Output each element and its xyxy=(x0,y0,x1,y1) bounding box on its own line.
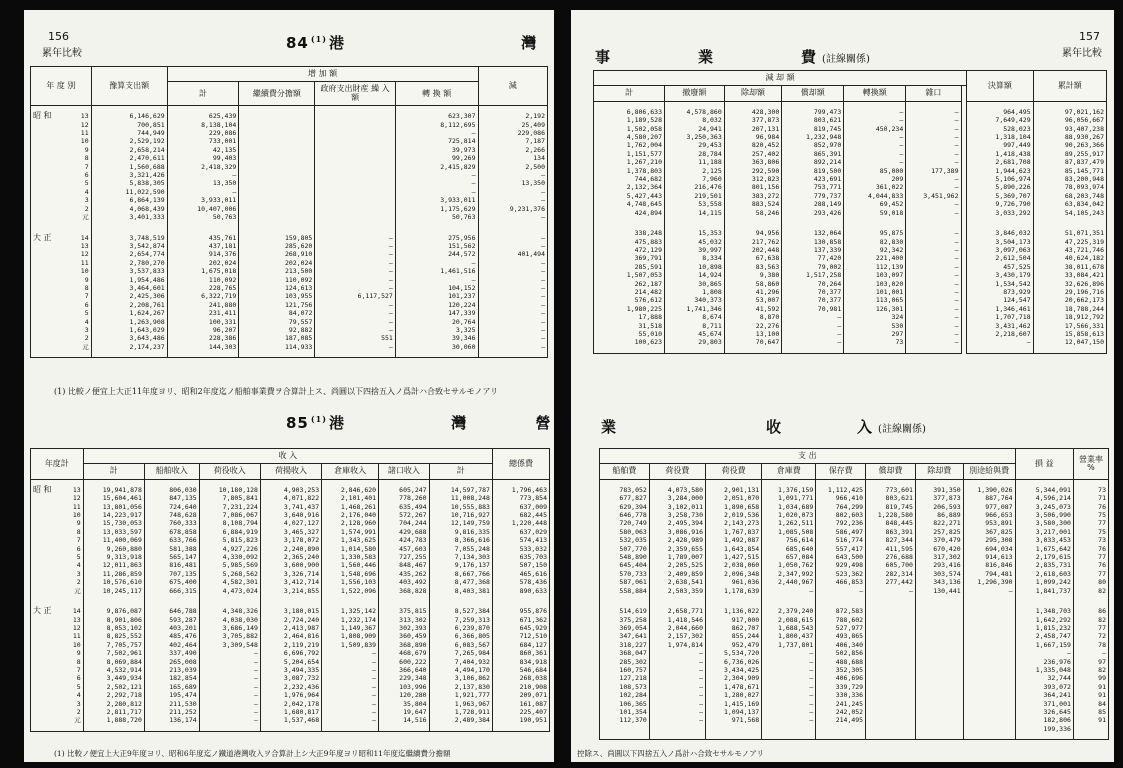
handling-values: 4,903,253 4,071,822 3,741,437 3,640,916 4,027,127 3,465,327 3,178,072 2,240,890 2,365,240 3,600,900 3,326,714 3,412,714 3,214,855 xyxy=(260,479,321,601)
cargo-values: 2,658,771 1,418,546 2,044,660 2,157,302 1,974,814 — — — — — — — — — xyxy=(649,601,705,740)
warehouse-values: 1,376,159 1,091,771 1,034,689 1,020,073 1,262,511 1,085,508 756,614 685,640 657,084 1,050,762 2,347,992 2,440,967 — xyxy=(762,479,816,601)
col-keep: 保存費 xyxy=(816,464,866,479)
carry-values: 159,805 285,620 268,910 202,024 213,500 110,092 124,613 103,955 121,756 84,072 79,557 92,882 187,085 114,933 xyxy=(239,228,315,358)
table-84 xyxy=(30,66,548,358)
col-settle: 決算額 xyxy=(967,71,1034,102)
col-year: 年 度 別 xyxy=(31,67,92,106)
warehouse-values: 2,379,240 2,088,615 1,688,543 1,800,437 1,737,801 — — — — — — — — — xyxy=(762,601,816,740)
col-decrease: 減 xyxy=(478,67,548,106)
rate-values: 73 71 76 75 77 75 73 76 77 76 77 80 82 xyxy=(1073,479,1108,601)
col-rate: 營業率 % xyxy=(1073,449,1108,480)
keep-values: 1,112,425 966,410 764,299 802,603 792,236 586,497 516,774 557,417 643,500 929,498 523,362 466,853 — xyxy=(816,479,866,601)
col-govt: 政府支出財産 繰 入 額 xyxy=(315,82,395,106)
col-handling: 荷揚收入 xyxy=(260,464,321,479)
handling-values: 1,136,022 917,000 862,707 855,244 952,479 5,534,720 6,736,026 3,434,425 2,304,909 1,478,671 1,280,027 1,415,169 1,094,137 971,568 xyxy=(706,601,762,740)
col-remove: 除却額 xyxy=(724,86,782,101)
table-85-footnote: (1) 比較ノ便宜上大正9年度ヨリ、昭和6年度迄ノ鐵道港灣收入ヲ合算計上シ大正9年度ヨリ昭和11年度迄繼續費分擔額 xyxy=(54,749,451,758)
govt-values: — — — — — — — 6,117,527 — — — — 551 — xyxy=(315,228,395,358)
col-total: 計 xyxy=(83,464,144,479)
col-warehouse: 倉庫費 xyxy=(762,464,816,479)
left-page xyxy=(24,10,554,762)
cum-values: 51,071,351 47,225,319 43,721,746 40,624,182 38,011,678 33,084,421 32,626,896 29,196,716 20,662,173 18,788,244 18,912,792 17,566,331 15,858,613 12,047,150 xyxy=(1033,223,1106,353)
col-income: 收 入 xyxy=(83,449,492,464)
handling-values: 3,180,015 2,724,240 2,413,987 2,464,816 2,119,219 6,696,792 5,204,654 3,494,335 3,087,732 2,232,436 1,976,964 2,042,178 1,680,817 1,537,468 xyxy=(260,601,321,731)
repay-values: 132,064 130,858 137,339 77,420 79,002 1,517,258 70,264 70,377 70,377 70,981 — — — — xyxy=(782,223,844,353)
carry-values xyxy=(239,106,315,228)
total-values: 625,439 8,138,104 229,086 733,001 42,135 99,403 2,418,329 — 13,350 — 3,933,011 10,407,006 50,763 xyxy=(167,106,239,228)
total-values: 435,761 437,181 914,376 202,024 1,675,018 110,092 228,765 6,322,719 241,880 231,411 100,331 96,207 228,386 144,303 xyxy=(167,228,239,358)
misc-values: 605,247 778,260 635,494 572,267 704,244 429,688 424,783 457,603 727,255 848,467 435,262 403,492 368,828 xyxy=(379,479,430,601)
col-transfer: 轉換額 xyxy=(844,86,906,101)
remove-values xyxy=(915,601,963,740)
col-reduce: 減 却 額 xyxy=(594,71,967,86)
col-handling: 荷役費 xyxy=(706,464,762,479)
year-cell: 大 正 14 13 12 11 10 9 8 7 6 5 4 3 2 元 xyxy=(31,601,84,731)
cargo-values: 10,180,128 7,805,841 7,231,224 7,086,067 8,108,794 6,884,919 5,815,823 4,927,226 4,330,092 5,985,569 5,268,562 4,582,301 4,473,024 xyxy=(199,479,260,601)
budget-values: 3,748,519 3,542,874 2,654,774 2,780,270 3,537,833 1,954,486 3,464,601 2,425,306 2,208,761 1,624,267 1,263,908 1,643,029 3,643,486 2,174,237 xyxy=(91,228,167,358)
budget-values: 6,146,629 700,851 744,949 2,529,192 2,658,214 2,470,611 1,560,688 3,321,426 5,838,305 11,022,590 6,864,139 4,068,439 3,401,333 xyxy=(91,106,167,228)
year-cell: 昭 和 13 12 11 10 9 8 7 6 5 4 3 2 元 xyxy=(31,106,92,228)
table-85 xyxy=(30,448,550,732)
col-cum: 累計額 xyxy=(1033,71,1106,102)
settle-values: 3,846,032 3,504,173 3,097,063 2,612,504 457,525 3,430,179 1,534,542 873,929 124,547 1,346,461 1,707,718 3,431,462 2,218,607 — xyxy=(967,223,1034,353)
table-right-top-title: 事 業 費 (註線關係) xyxy=(595,48,870,66)
transfer-values: — — 450,234 — — — — 85,000 209 361,022 4,044,833 69,452 59,018 xyxy=(844,101,906,223)
table-right-bottom xyxy=(599,448,1109,740)
col-total: 計 xyxy=(594,86,665,101)
col-transfer: 轉 換 額 xyxy=(395,82,478,106)
special-values: 1,390,026 887,764 977,087 966,653 953,891 367,825 295,308 694,034 914,613 816,846 794,481 1,296,390 — xyxy=(963,479,1015,601)
settle-values: 964,495 7,649,429 528,023 1,318,104 997,449 1,418,438 2,681,708 1,944,623 5,106,974 5,890,226 5,369,707 9,726,790 3,033,292 xyxy=(967,101,1034,223)
table-right-bottom-block-2 xyxy=(600,601,1109,740)
pl-values: 5,344,091 4,596,214 3,245,073 3,506,990 3,580,300 3,217,001 3,033,453 1,675,642 2,179,615 2,835,731 2,618,603 1,099,242 1,841,737 xyxy=(1015,479,1073,601)
total2-values: 8,527,384 7,259,313 6,239,870 6,366,805 6,083,567 7,265,984 7,404,932 4,494,170 3,106,862 2,137,830 1,921,777 1,963,967 1,728,911 2,489,384 xyxy=(429,601,492,731)
col-expense: 支 出 xyxy=(600,449,1016,464)
page-gutter xyxy=(556,10,569,762)
repay-values: 799,473 803,621 819,745 1,232,948 852,970 865,391 892,214 819,500 423,691 753,771 779,737 288,149 293,426 xyxy=(782,101,844,223)
repay-values: 773,601 803,621 819,745 1,228,580 848,445 863,391 827,344 411,595 276,688 605,700 282,314 277,442 — xyxy=(866,479,916,601)
pl-values: 1,348,703 1,642,292 1,815,232 2,458,747 1,667,159 — 236,976 1,335,048 32,744 393,072 364,241 371,001 326,645 182,806 199,336 xyxy=(1015,601,1073,740)
col-total2: 計 xyxy=(429,464,492,479)
warehouse-values: 1,325,142 1,232,174 1,149,367 1,808,909 1,509,839 — — — — — — — — — xyxy=(322,601,379,731)
col-misc: 諸口收入 xyxy=(379,464,430,479)
ship-values: 806,030 847,135 724,640 748,628 760,333 678,858 633,766 581,388 565,147 816,481 707,135 675,400 666,315 xyxy=(144,479,199,601)
table-84-title: 84 $^{(1)}$ 港 灣 xyxy=(286,34,538,52)
table-right-bottom-block-1 xyxy=(600,479,1109,601)
col-remove: 除却費 xyxy=(915,464,963,479)
other-values: — — 401,494 — — — — — — — — — — — xyxy=(478,228,548,358)
keep-values: 872,583 788,602 527,977 493,865 406,340 502,856 488,688 352,305 406,696 339,729 330,336 241,245 242,052 214,495 xyxy=(816,601,866,740)
page-subtitle-right: 累年比較 xyxy=(1062,48,1102,59)
total2-values: 14,597,787 11,008,248 10,555,883 10,716,927 12,149,759 9,816,335 8,366,616 7,055,248 7,134,303 9,176,137 8,667,766 8,477,368 8,403,381 xyxy=(429,479,492,601)
year-cell: 昭 和 13 12 11 10 9 8 7 6 5 4 3 2 元 xyxy=(31,479,84,601)
total-values: 6,806,633 1,189,528 1,502,058 4,580,207 1,762,004 1,151,577 1,267,210 1,378,803 744,682 2,132,364 5,427,443 4,748,645 424,894 xyxy=(594,101,665,223)
ship-values: 514,619 375,258 369,054 347,641 318,227 368,047 285,302 160,757 127,218 108,573 102,284 106,365 101,354 112,370 xyxy=(600,601,650,740)
cargo-values: 4,348,326 4,038,030 3,686,149 3,705,882 3,309,548 — — — — — — — — — xyxy=(199,601,260,731)
special-values xyxy=(963,601,1015,740)
remove-values: 428,300 377,873 207,131 96,984 820,452 257,402 363,806 292,590 312,823 801,156 383,272 883,524 58,246 xyxy=(724,101,782,223)
right-footnote: 控除ス、尚圓以下四捨五入ノ爲計ハ合致セサルモノアリ xyxy=(577,749,764,758)
transfer-values: 275,956 151,562 244,572 — 1,461,516 — 104,152 101,237 120,224 147,339 20,764 3,325 39,346 30,060 xyxy=(395,228,478,358)
col-keep: 總係費 xyxy=(492,449,549,480)
handling-values: 2,901,131 2,051,070 1,890,658 2,019,536 2,143,273 1,767,837 1,492,087 1,643,854 1,427,515 2,038,060 2,096,348 961,036 1,178,639 xyxy=(706,479,762,601)
govt-values xyxy=(315,106,395,228)
rate-values: 86 82 77 72 78 — 97 82 99 91 91 84 85 91 xyxy=(1073,601,1108,740)
transfer-values: 623,307 8,112,695 — 725,814 39,973 99,269 2,415,829 — — — 3,933,011 1,175,629 50,763 xyxy=(395,106,478,228)
table-right-top-block-1 xyxy=(594,101,1107,223)
col-abolish: 撤廢額 xyxy=(665,86,725,101)
repay-values xyxy=(866,601,916,740)
table-85-showa-block xyxy=(31,479,550,601)
col-carry: 繼續費分擔額 xyxy=(239,82,315,106)
keep-values: 1,796,463 773,854 637,009 682,445 1,220,448 637,029 574,413 533,032 635,703 507,150 465,616 578,436 890,633 xyxy=(492,479,549,601)
col-other: 雜口 xyxy=(906,86,961,101)
total-values: 9,876,087 8,901,806 8,053,102 8,825,552 7,705,757 7,502,961 8,069,884 4,532,914 3,449,934 2,502,121 2,292,718 2,280,812 2,811,717 1,888,720 xyxy=(83,601,144,731)
other-values: — — — — — — — — — — — — — — xyxy=(906,223,961,353)
other-values: — — — — — — — 177,389 — — 3,451,962 — — xyxy=(906,101,961,223)
table-85-taisho-block xyxy=(31,601,550,731)
table-84-showa-block xyxy=(31,106,548,228)
table-right-top-block-2 xyxy=(594,223,1107,353)
keep-values: 955,876 671,362 645,929 712,510 684,127 860,361 834,918 546,684 268,038 210,908 209,071 161,087 225,407 190,951 xyxy=(492,601,549,731)
cum-values: 97,021,162 96,056,667 93,407,238 88,930,267 90,263,366 89,255,917 87,837,479 85,145,771 83,200,948 78,093,974 68,203,748 63,834,042 54,105,243 xyxy=(1033,101,1106,223)
col-ship: 船舶收入 xyxy=(144,464,199,479)
page-subtitle-left: 累年比較 xyxy=(42,48,82,59)
remove-values: 94,956 217,762 202,448 67,638 83,563 9,380 58,860 41,296 53,007 41,592 8,870 22,276 13,100 70,647 xyxy=(724,223,782,353)
col-repay: 償却費 xyxy=(866,464,916,479)
abolish-values: 15,353 45,032 39,997 8,334 10,898 14,924 30,865 1,808 340,373 1,741,346 8,674 8,711 45,674 29,803 xyxy=(665,223,725,353)
table-right-top xyxy=(593,70,1107,354)
cargo-values: 4,073,580 3,284,000 3,102,011 3,258,730 2,495,394 3,086,916 2,428,989 2,359,655 1,789,007 2,205,525 2,409,859 2,638,541 2,503,359 xyxy=(649,479,705,601)
ship-values: 783,052 677,827 629,394 646,778 720,749 580,063 532,035 507,770 548,890 645,404 570,733 587,061 558,884 xyxy=(600,479,650,601)
col-total: 計 xyxy=(167,82,239,106)
col-ship: 船舶費 xyxy=(600,464,650,479)
abolish-values: 4,578,860 8,032 24,941 3,250,363 29,453 28,784 11,188 2,125 7,960 216,476 219,501 53,558 14,115 xyxy=(665,101,725,223)
col-warehouse: 倉庫收入 xyxy=(322,464,379,479)
table-84-footnote: (1) 比較ノ便宜上大正11年度ヨリ、昭和2年度迄ノ船舶事業費ヲ合算計上ス、尚圓以下四捨五入ノ爲計ハ合致セサルモノアリ xyxy=(54,387,499,396)
table-85-title: 85 $^{(1)}$ 港 灣 營 xyxy=(286,414,552,432)
page-number-right: 157 xyxy=(1079,30,1100,43)
col-cargo: 荷役收入 xyxy=(199,464,260,479)
warehouse-values: 2,846,620 2,101,401 1,468,261 2,176,040 2,128,960 1,574,991 1,343,625 1,014,580 1,330,583 1,560,446 1,548,696 1,556,103 1,522,096 xyxy=(322,479,379,601)
table-84-taisho-block xyxy=(31,228,548,358)
col-increase: 增 加 額 xyxy=(167,67,478,82)
transfer-values: 95,875 82,830 92,342 221,400 112,139 103,097 103,020 101,001 113,065 126,301 324 530 297 73 xyxy=(844,223,906,353)
page-number-left: 156 xyxy=(48,30,69,43)
col-year: 年度計 xyxy=(31,449,84,480)
ship-values: 646,788 593,287 403,201 485,476 402,464 337,490 265,008 213,039 182,854 165,689 195,474 211,530 211,252 136,174 xyxy=(144,601,199,731)
table-right-bottom-title: 業 收 入 (註線關係) xyxy=(601,418,926,436)
year-cell: 大 正 14 13 12 11 10 9 8 7 6 5 4 3 2 元 xyxy=(31,228,92,358)
col-budget: 豫算支出額 xyxy=(91,67,167,106)
right-page xyxy=(571,10,1114,762)
misc-values: 375,815 313,302 302,393 360,459 368,890 468,679 600,222 366,640 229,348 103,996 120,280 35,804 19,647 14,516 xyxy=(379,601,430,731)
col-special: 別途給與費 xyxy=(963,464,1015,479)
total-values: 19,941,878 15,604,461 13,801,056 14,223,917 15,730,053 13,033,597 11,400,069 9,260,880 9,313,918 12,011,863 11,286,859 10,576,610 10,245,117 xyxy=(83,479,144,601)
col-cargo: 荷役費 xyxy=(649,464,705,479)
col-pl: 損 益 xyxy=(1015,449,1073,480)
col-repay: 償却額 xyxy=(782,86,844,101)
total-values: 338,248 475,883 472,129 369,791 285,591 1,507,053 262,187 214,482 576,612 1,980,225 17,888 31,518 55,010 100,623 xyxy=(594,223,665,353)
other-values: 2,192 25,409 229,086 7,187 2,266 134 2,500 — 13,350 — — 9,231,376 — xyxy=(478,106,548,228)
remove-values: 391,350 377,873 206,593 86,889 822,271 257,825 370,479 670,420 317,302 293,416 303,574 343,136 130,441 xyxy=(915,479,963,601)
